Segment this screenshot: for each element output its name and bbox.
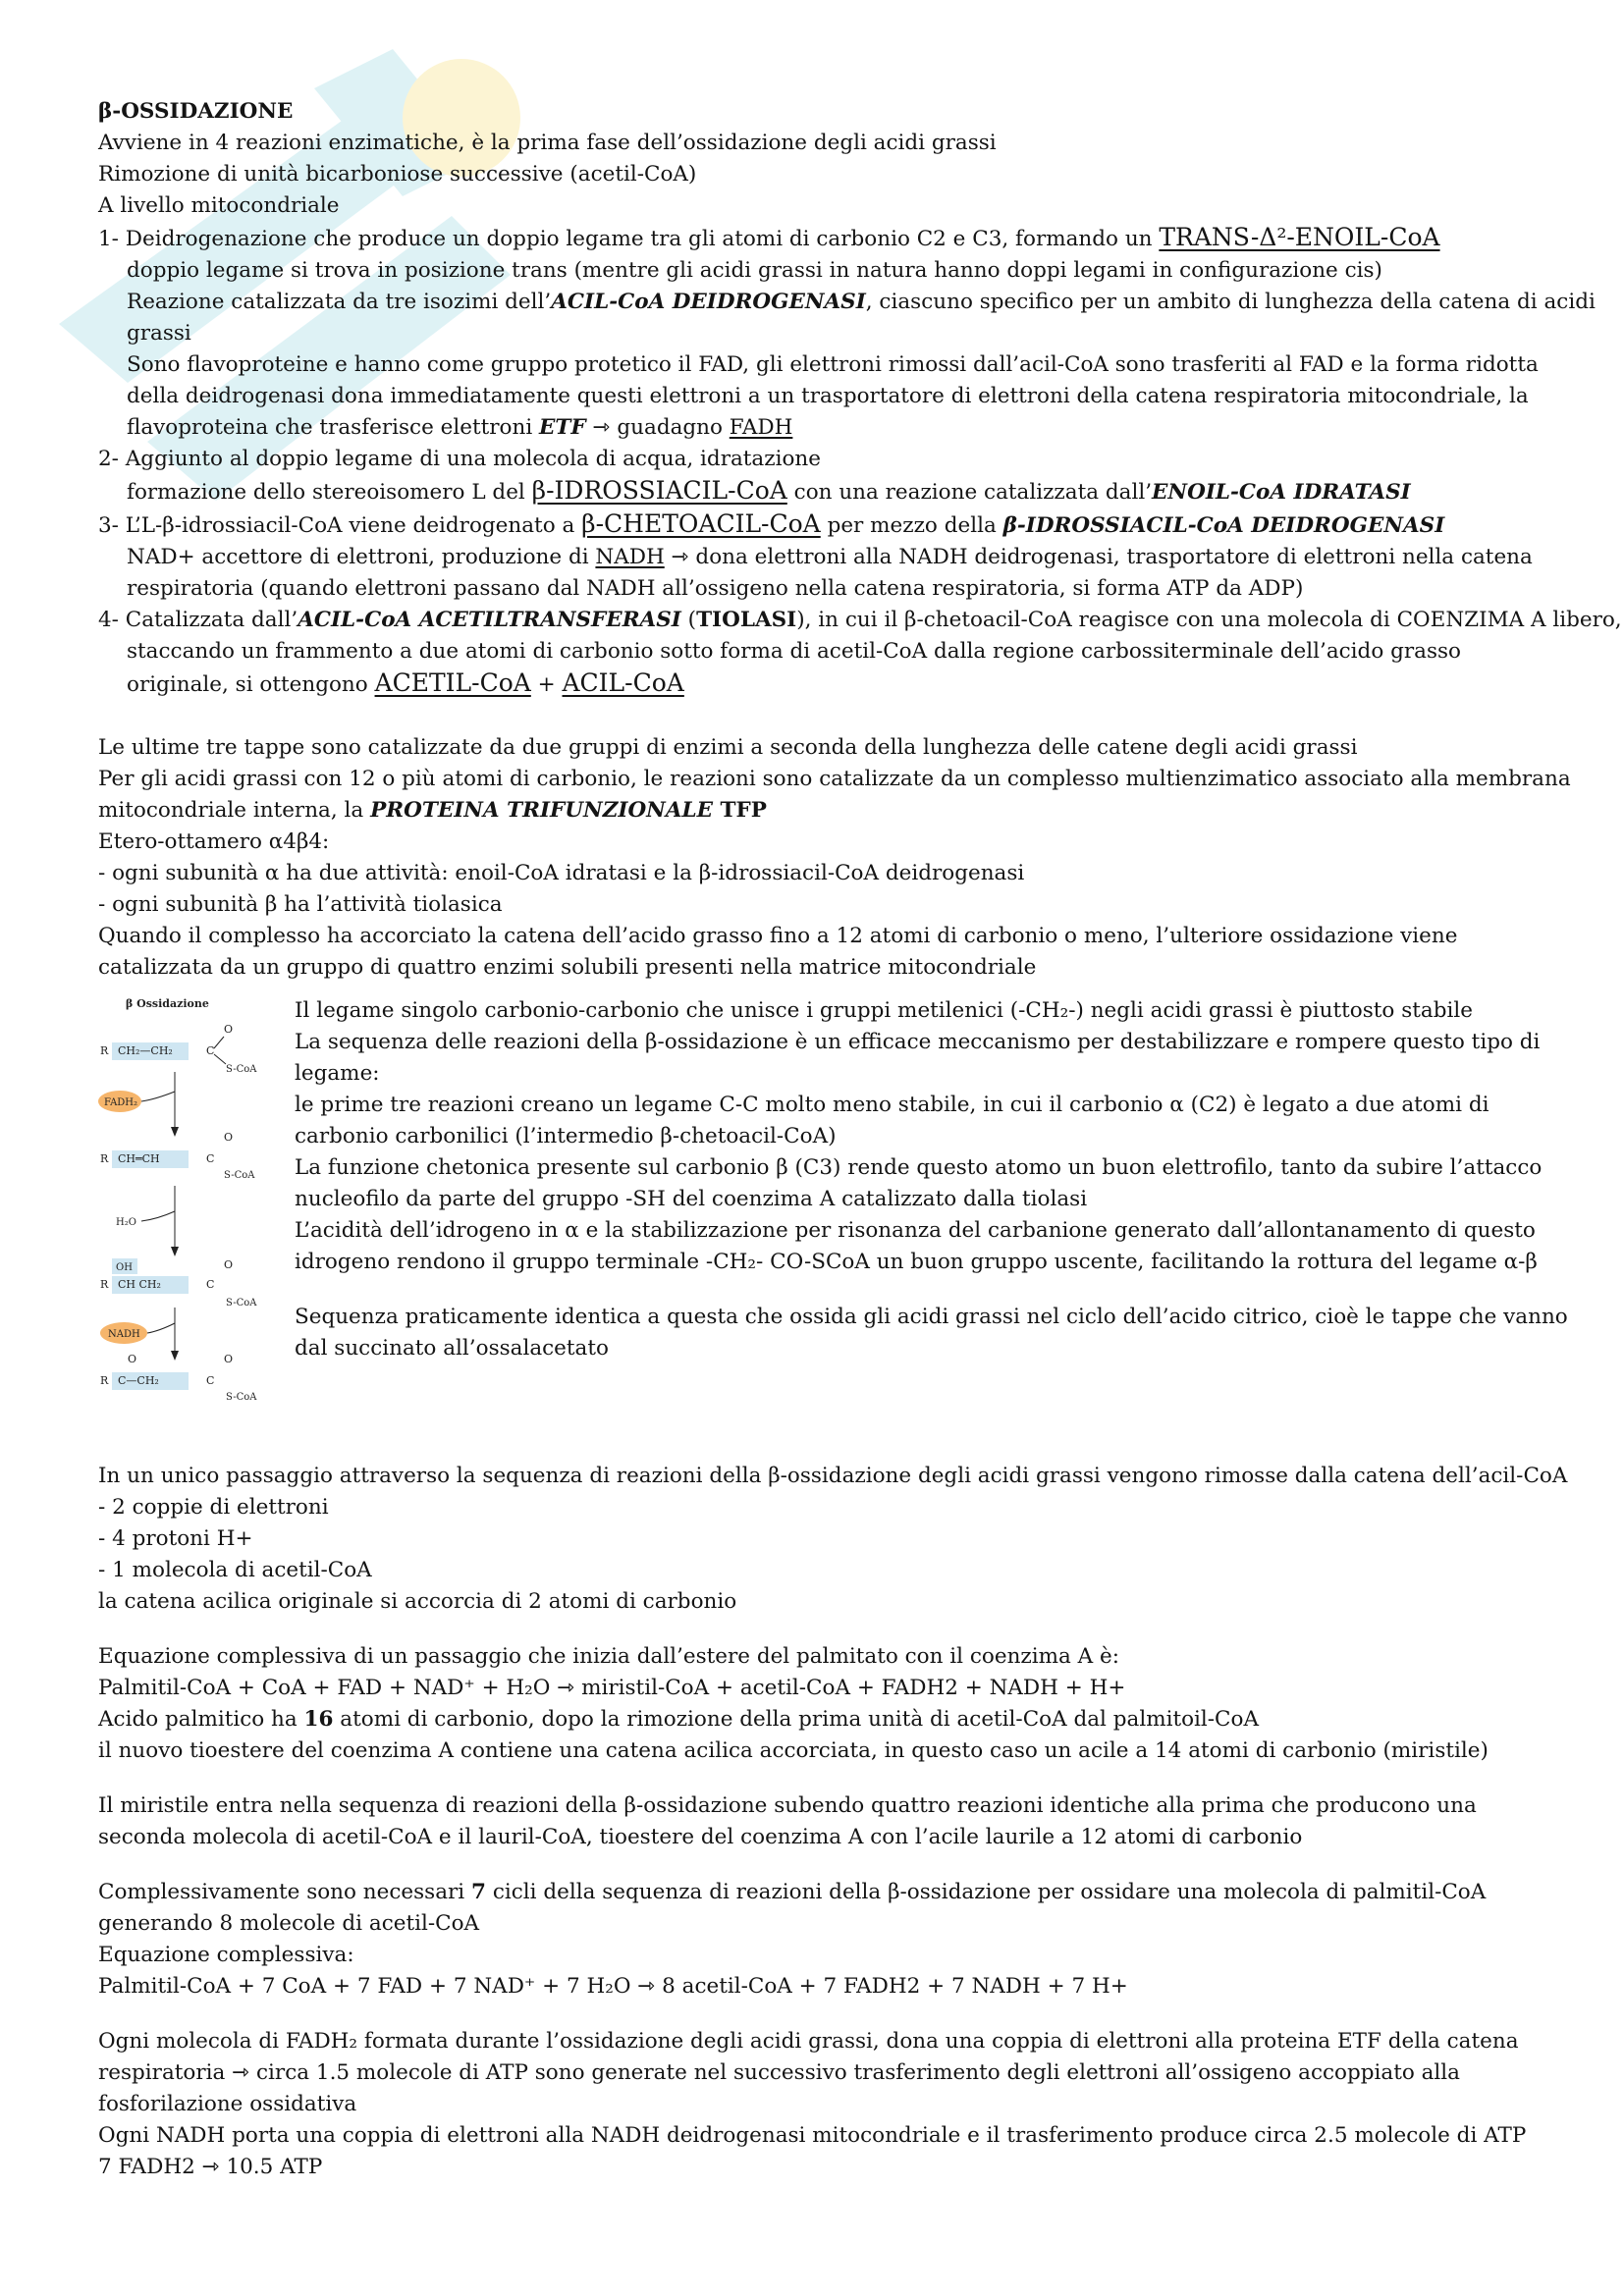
step1-title: 1- Deidrogenazione che produce un doppio legame tra gli atomi di carbonio C2 e C3, formando un TRANS-Δ²-ENOIL-CoA: [98, 223, 1440, 251]
miristile-line: seconda molecola di acetil-CoA e il lauril-CoA, tioestere del coenzima A con l’acile laurile a 12 atomi di carbonio: [98, 1825, 1303, 1849]
figure-section: [98, 993, 1568, 1406]
svg-text:OH: OH: [116, 1262, 133, 1273]
svg-text:C: C: [206, 1152, 215, 1165]
intro-line: A livello mitocondriale: [98, 193, 340, 218]
svg-text:NADH: NADH: [108, 1329, 140, 1340]
total-line: Equazione complessiva:: [98, 1943, 354, 1967]
atp-line: Ogni NADH porta una coppia di elettroni alla NADH deidrogenasi mitocondriale e il trasferimento produce circa 2.5 molecole di ATP: [98, 2123, 1527, 2148]
svg-text:FADH₂: FADH₂: [104, 1097, 138, 1108]
pass-line: - 1 molecola di acetil-CoA: [98, 1558, 372, 1582]
pass-line: la catena acilica originale si accorcia di 2 atomi di carbonio: [98, 1589, 737, 1614]
pass-line: - 4 protoni H+: [98, 1526, 253, 1551]
step1-enzyme-line: Reazione catalizzata da tre isozimi dell’ACIL-CoA DEIDROGENASI, ciascuno specifico per un ambito di lunghezza della catena di acidi: [127, 290, 1596, 314]
eq1-line: il nuovo tioestere del coenzima A contiene una catena acilica accorciata, in questo caso un acile a 14 atomi di carbonio (miristile): [98, 1738, 1489, 1763]
side-line: L’acidità dell’idrogeno in α e la stabilizzazione per risonanza del carbanione generato dall’allontanamento di questo: [295, 1218, 1536, 1243]
svg-text:C: C: [206, 1044, 215, 1057]
svg-text:S-CoA: S-CoA: [226, 1064, 257, 1075]
step2-enzyme: ENOIL-CoA IDRATASI: [1152, 480, 1411, 505]
total-line: Complessivamente sono necessari 7 cicli della sequenza di reazioni della β-ossidazione per ossidare una molecola di palmitil-CoA: [98, 1880, 1487, 1904]
tfp-line: Le ultime tre tappe sono catalizzate da due gruppi di enzimi a seconda della lunghezza delle catene degli acidi grassi: [98, 735, 1358, 760]
svg-text:R: R: [100, 1374, 109, 1387]
side-line: Sequenza praticamente identica a questa che ossida gli acidi grassi nel ciclo dell’acido citrico, cioè le tappe che vanno: [295, 1305, 1568, 1329]
tfp-line: Per gli acidi grassi con 12 o più atomi di carbonio, le reazioni sono catalizzate da un complesso multienzimatico associato alla membrana: [98, 767, 1571, 791]
figure-title: β Ossidazione: [126, 997, 209, 1010]
svg-text:H₂O: H₂O: [116, 1217, 136, 1228]
side-line: idrogeno rendono il gruppo terminale -CH₂- CO-SCoA un buon gruppo uscente, facilitando la rottura del legame α-β: [295, 1250, 1538, 1274]
step2-title: 2- Aggiunto al doppio legame di una molecola di acqua, idratazione: [98, 447, 821, 471]
side-line: dal succinato all’ossalacetato: [295, 1336, 609, 1361]
svg-text:S-CoA: S-CoA: [224, 1170, 255, 1181]
tfp-line: Etero-ottamero α4β4:: [98, 829, 330, 854]
svg-text:C: C: [206, 1374, 215, 1387]
step1-line: grassi: [127, 321, 191, 346]
tfp-line: catalizzata da un gruppo di quattro enzimi solubili presenti nella matrice mitocondriale: [98, 955, 1037, 980]
intro-line: Rimozione di unità bicarboniose successive (acetil-CoA): [98, 162, 697, 187]
eq1-line: Acido palmitico ha 16 atomi di carbonio, dopo la rimozione della prima unità di acetil-CoA dal palmitoil-CoA: [98, 1707, 1259, 1732]
step1-line: Sono flavoproteine e hanno come gruppo protetico il FAD, gli elettroni rimossi dall’acil-CoA sono trasferiti al FAD e la forma ridotta: [127, 352, 1539, 377]
step3-enzyme: β-IDROSSIACIL-CoA DEIDROGENASI: [1002, 513, 1445, 538]
tfp-line: - ogni subunità α ha due attività: enoil-CoA idratasi e la β-idrossiacil-CoA deidrogenasi: [98, 861, 1025, 885]
step4-title: 4- Catalizzata dall’ACIL-CoA ACETILTRANSFERASI (TIOLASI), in cui il β-chetoacil-CoA reagisce con una molecola di COENZIMA A libero,: [98, 608, 1622, 632]
tfp-line: - ogni subunità β ha l’attività tiolasica: [98, 892, 503, 917]
step3-product: β-CHETOACIL-CoA: [581, 509, 821, 538]
step2-product: β-IDROSSIACIL-CoA: [531, 476, 787, 505]
eq1-equation: Palmitil-CoA + CoA + FAD + NAD⁺ + H₂O ⇾ miristil-CoA + acetil-CoA + FADH2 + NADH + H+: [98, 1676, 1126, 1700]
side-line: La sequenza delle reazioni della β-ossidazione è un efficace meccanismo per destabilizzare e rompere questo tipo di: [295, 1030, 1541, 1054]
svg-text:O: O: [224, 1131, 234, 1144]
doc-title: β-OSSIDAZIONE: [98, 99, 294, 124]
step3-title: 3- L’L-β-idrossiacil-CoA viene deidrogenato a β-CHETOACIL-CoA per mezzo della β-IDROSSIACIL-CoA DEIDROGENASI: [98, 509, 1445, 538]
step4-line: staccando un frammento a due atomi di carbonio sotto forma di acetil-CoA dalla regione carbossiterminale dell’acido grasso: [127, 639, 1461, 664]
side-line: carbonio carbonilici (l’intermedio β-chetoacil-CoA): [295, 1124, 837, 1148]
side-line: La funzione chetonica presente sul carbonio β (C3) rende questo atomo un buon elettrofilo, tanto da subire l’attacco: [295, 1155, 1543, 1180]
svg-text:R: R: [100, 1044, 109, 1057]
total-line: generando 8 molecole di acetil-CoA: [98, 1911, 480, 1936]
side-line: nucleofilo da parte del gruppo -SH del coenzima A catalizzato dalla tiolasi: [295, 1187, 1088, 1211]
side-line: le prime tre reazioni creano un legame C-C molto meno stabile, in cui il carbonio α (C2) è legato a due atomi di: [295, 1093, 1489, 1117]
atp-line: 7 FADH2 ⇾ 10.5 ATP: [98, 2155, 323, 2179]
step1-etf-line: flavoproteina che trasferisce elettroni ETF ⇾ guadagno FADH: [127, 415, 793, 440]
atp-line: respiratoria ⇾ circa 1.5 molecole di ATP sono generate nel successivo trasferimento degli elettroni all’ossigeno accoppiato alla: [98, 2060, 1461, 2085]
svg-text:CH═CH: CH═CH: [118, 1152, 160, 1165]
pass-line: In un unico passaggio attraverso la sequenza di reazioni della β-ossidazione degli acidi grassi vengono rimosse dalla catena dell’acil-CoA: [98, 1464, 1568, 1488]
atp-line: fosforilazione ossidativa: [98, 2092, 357, 2116]
svg-text:S-CoA: S-CoA: [226, 1392, 257, 1403]
intro-line: Avviene in 4 reazioni enzimatiche, è la prima fase dell’ossidazione degli acidi grassi: [98, 131, 997, 155]
svg-text:C: C: [206, 1278, 215, 1291]
step1-line: della deidrogenasi dona immediatamente questi elettroni a un trasportatore di elettroni della catena respiratoria mitocondriale, la: [127, 384, 1529, 408]
figure-notes: [295, 993, 1568, 1406]
side-line: Il legame singolo carbonio-carbonio che unisce i gruppi metilenici (-CH₂-) negli acidi grassi è piuttosto stabile: [295, 998, 1473, 1023]
side-line: legame:: [295, 1061, 380, 1086]
step3-line: NAD+ accettore di elettroni, produzione di NADH ⇾ dona elettroni alla NADH deidrogenasi, trasportatore di elettroni nella catena: [127, 545, 1533, 569]
svg-text:S-CoA: S-CoA: [226, 1298, 257, 1308]
total-equation: Palmitil-CoA + 7 CoA + 7 FAD + 7 NAD⁺ + 7 H₂O ⇾ 8 acetil-CoA + 7 FADH2 + 7 NADH + 7 H+: [98, 1974, 1128, 1999]
svg-text:O: O: [128, 1353, 137, 1365]
atp-line: Ogni molecola di FADH₂ formata durante l’ossidazione degli acidi grassi, dona una coppia di elettroni alla proteina ETF della catena: [98, 2029, 1519, 2054]
svg-text:O: O: [224, 1023, 234, 1036]
step2-line: formazione dello stereoisomero L del β-IDROSSIACIL-CoA con una reazione catalizzata dall’ENOIL-CoA IDRATASI: [127, 476, 1411, 505]
step1-product: TRANS-Δ²-ENOIL-CoA: [1159, 223, 1440, 251]
step1-line: doppio legame si trova in posizione trans (mentre gli acidi grassi in natura hanno doppi legami in configurazione cis): [127, 258, 1382, 283]
document-page: [98, 96, 1622, 2183]
step3-line: respiratoria (quando elettroni passano dal NADH all’ossigeno nella catena respiratoria, si forma ATP da ADP): [127, 576, 1304, 601]
tfp-line: Quando il complesso ha accorciato la catena dell’acido grasso fino a 12 atomi di carbonio o meno, l’ulteriore ossidazione viene: [98, 924, 1458, 948]
svg-text:C—CH₂: C—CH₂: [118, 1374, 159, 1387]
svg-text:O: O: [224, 1258, 234, 1271]
svg-text:CH₂—CH₂: CH₂—CH₂: [118, 1044, 173, 1057]
pass-line: - 2 coppie di elettroni: [98, 1495, 329, 1520]
step4-enzyme: ACIL-CoA ACETILTRANSFERASI: [298, 608, 681, 632]
eq1-line: Equazione complessiva di un passaggio che inizia dall’estere del palmitato con il coenzima A è:: [98, 1644, 1119, 1669]
svg-text:R: R: [100, 1152, 109, 1165]
beta-oxidation-figure: [98, 993, 291, 1406]
step4-products-line: originale, si ottengono ACETIL-CoA + ACIL-CoA: [127, 668, 684, 697]
miristile-line: Il miristile entra nella sequenza di reazioni della β-ossidazione subendo quattro reazioni identiche alla prima che producono una: [98, 1793, 1477, 1818]
svg-text:R: R: [100, 1278, 109, 1291]
svg-text:O: O: [224, 1353, 234, 1365]
step1-enzyme: ACIL-CoA DEIDROGENASI: [551, 290, 866, 314]
tfp-name-line: mitocondriale interna, la PROTEINA TRIFUNZIONALE TFP: [98, 798, 767, 823]
svg-text:CH CH₂: CH CH₂: [118, 1278, 161, 1291]
